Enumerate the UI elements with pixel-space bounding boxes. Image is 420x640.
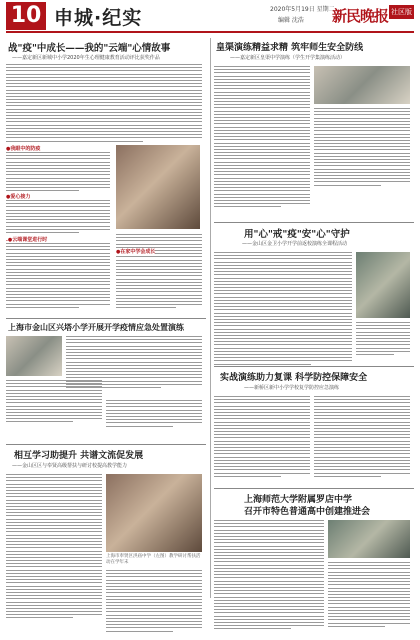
- logo-stamp: 社区版: [389, 5, 414, 19]
- drill-photo: [6, 336, 62, 376]
- article-title: 战"疫"中成长——我的"云端"心情故事: [8, 43, 171, 54]
- section-head-1: ●我眼中的防疫: [6, 146, 41, 152]
- divider-right-2: [214, 366, 414, 367]
- section-title: 申城·纪实: [54, 7, 143, 29]
- newspaper-logo: [330, 3, 414, 29]
- section-text-2: [6, 200, 110, 235]
- issue-date: 2020年5月19日 星期二: [270, 6, 335, 13]
- article-jinshan-drill: [6, 320, 206, 442]
- section-head-4: ●在家中学会成长: [116, 249, 156, 255]
- article-title: 实战演练助力复课 科学防控保障安全: [220, 373, 368, 383]
- article-title: 上海师范大学附属罗店中学: [244, 495, 353, 505]
- right-col-text: [116, 234, 202, 311]
- article-title-line2: 召开市特色普通高中创建推进会: [244, 507, 371, 517]
- article-subtitle: ——金山区金卫小学开学前返校演练全课程活动: [242, 241, 348, 247]
- body-text-right: [314, 396, 410, 479]
- body-text-right: [356, 322, 410, 357]
- body-text: [214, 252, 352, 367]
- article-title: 相互学习助提升 共谱文流促发展: [14, 451, 144, 461]
- body-text-left: [6, 380, 102, 425]
- body-text-right: [328, 562, 410, 629]
- body-text-right: [314, 108, 410, 188]
- meeting-photo: [106, 474, 202, 552]
- article-mutual-help: [6, 446, 206, 636]
- section-head-3: .●云端课堂进行时: [6, 237, 48, 243]
- body-text-left: [214, 66, 310, 209]
- article-fight-epidemic: [6, 38, 206, 316]
- divider-left-2: [6, 444, 206, 445]
- masthead-rule: [6, 31, 414, 33]
- body-text-left: [6, 474, 102, 621]
- column-divider: [210, 38, 211, 598]
- article-science-prep: [214, 368, 414, 486]
- intro-text: [6, 64, 202, 144]
- editor-credit: 编辑 沈浩: [278, 17, 304, 24]
- body-text-left: [214, 396, 310, 479]
- classroom-photo: [356, 252, 410, 318]
- photo-caption: 上海市奉贤区洪庙中学（左图）教学研讨帮扶活动在学年末: [106, 554, 201, 565]
- student-photo: [116, 145, 200, 229]
- divider-right-3: [214, 488, 414, 489]
- section-text-3: [6, 243, 110, 310]
- article-park-leader: [214, 38, 414, 220]
- article-subtitle: ——嘉定新区皇渠中学演练（学生开学集演练活动）: [230, 55, 346, 61]
- logo-text: 新民晚报: [332, 7, 389, 25]
- article-subtitle: ——新桥区新中小学学校复学防控应急演练: [244, 385, 340, 391]
- page-number: 10: [10, 3, 42, 28]
- drill-photo: [314, 66, 410, 104]
- divider-left-1: [6, 318, 206, 319]
- article-normal-univ: [214, 490, 414, 636]
- body-text-right: [106, 570, 202, 634]
- article-title: 用"心"戒"疫"安"心"守护: [244, 229, 350, 240]
- section-text-1: [6, 152, 110, 193]
- article-title: 上海市金山区兴塔小学开展开学疫情应急处置演练: [8, 323, 184, 332]
- article-care-guard: [214, 224, 414, 364]
- masthead: [0, 0, 420, 34]
- section-head-2: ●爱心接力: [6, 194, 31, 200]
- article-subtitle: ——嘉定新区新城中小学2020年生心理健康教育活动评比获奖作品: [12, 55, 160, 61]
- article-title: 皇渠演练精益求精 筑牢师生安全防线: [216, 43, 364, 53]
- school-photo: [328, 520, 410, 558]
- article-subtitle: ——金山区区与奉贤高级帮扶与研讨校提高教学能力: [12, 463, 128, 469]
- body-text-right: [106, 400, 202, 429]
- page-number-badge: [6, 2, 46, 30]
- divider-right-1: [214, 222, 414, 223]
- body-text-left: [214, 520, 324, 632]
